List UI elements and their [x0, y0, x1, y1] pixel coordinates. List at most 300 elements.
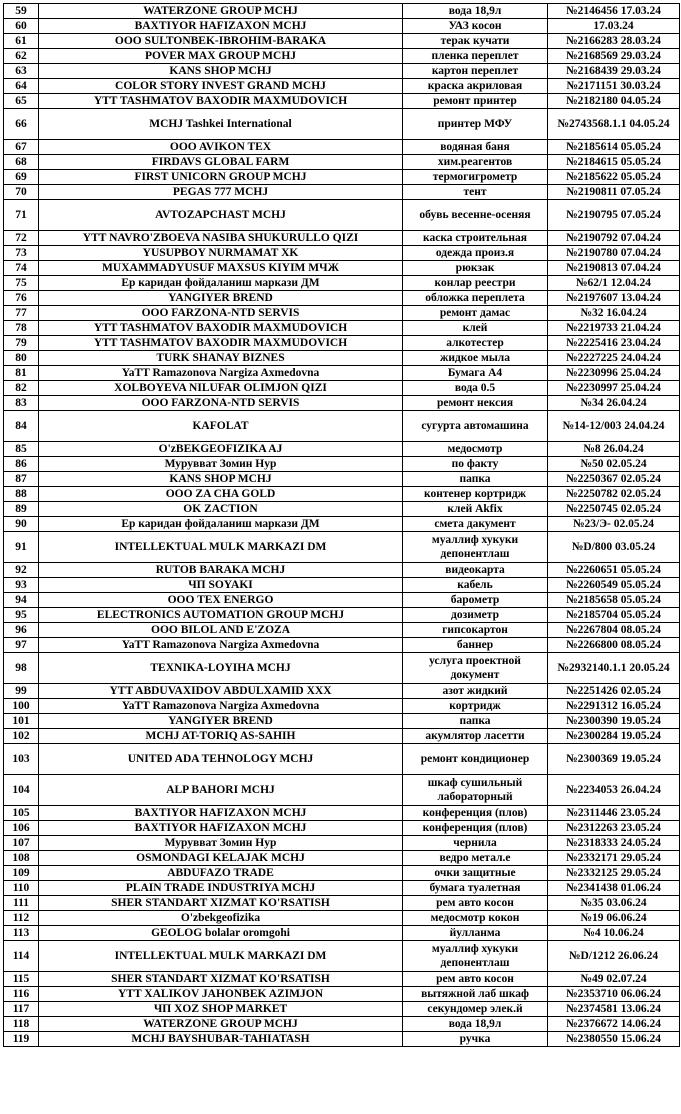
document-reference: №2168439 29.03.24 — [548, 64, 680, 79]
organization-name: YTT NAVRO'ZBOEVA NASIBA SHUKURULLO QIZI — [39, 231, 403, 246]
table-row — [4, 1017, 680, 1032]
organization-name: O'zBEKGEOFIZIKA AJ — [39, 442, 403, 457]
row-number: 66 — [4, 109, 39, 140]
document-reference: №2190795 07.05.24 — [548, 200, 680, 231]
item-description: конференция (плов) — [403, 821, 548, 836]
document-reference: №2250782 02.05.24 — [548, 487, 680, 502]
table-row — [4, 140, 680, 155]
table-row — [4, 623, 680, 638]
table-row — [4, 836, 680, 851]
document-reference: №2380550 15.06.24 — [548, 1032, 680, 1047]
item-description: ремонт нексия — [403, 396, 548, 411]
organization-name: MCHJ Tashkei International — [39, 109, 403, 140]
document-reference: №2234053 26.04.24 — [548, 775, 680, 806]
table-row — [4, 472, 680, 487]
organization-name: YaTT Ramazonova Nargiza Axmedovna — [39, 699, 403, 714]
item-description: жидкое мыла — [403, 351, 548, 366]
document-reference: №2300369 19.05.24 — [548, 744, 680, 775]
row-number: 69 — [4, 170, 39, 185]
item-description: по факту — [403, 457, 548, 472]
organization-name: BAXTIYOR HAFIZAXON MCHJ — [39, 821, 403, 836]
table-row — [4, 246, 680, 261]
organization-name: YTT TASHMATOV BAXODIR MAXMUDOVICH — [39, 336, 403, 351]
row-number: 68 — [4, 155, 39, 170]
document-reference: №2260549 05.05.24 — [548, 578, 680, 593]
document-reference: №2376672 14.06.24 — [548, 1017, 680, 1032]
item-description: конференция (плов) — [403, 806, 548, 821]
organization-name: RUTOB BARAKA MCHJ — [39, 563, 403, 578]
item-description: конлар реестри — [403, 276, 548, 291]
item-description: смета дакумент — [403, 517, 548, 532]
row-number: 117 — [4, 1002, 39, 1017]
row-number: 104 — [4, 775, 39, 806]
organization-name: YANGIYER BREND — [39, 291, 403, 306]
item-description: ремонт принтер — [403, 94, 548, 109]
row-number: 64 — [4, 79, 39, 94]
item-description: картон переплет — [403, 64, 548, 79]
table-row — [4, 502, 680, 517]
table-row — [4, 593, 680, 608]
item-description: контенер кортридж — [403, 487, 548, 502]
row-number: 73 — [4, 246, 39, 261]
item-description: медосмотр кокон — [403, 911, 548, 926]
row-number: 85 — [4, 442, 39, 457]
document-reference: №2227225 24.04.24 — [548, 351, 680, 366]
item-description: ручка — [403, 1032, 548, 1047]
table-row — [4, 972, 680, 987]
table-row — [4, 19, 680, 34]
row-number: 99 — [4, 684, 39, 699]
organization-name: Ер каридан фойдаланиш маркази ДМ — [39, 517, 403, 532]
table-row — [4, 276, 680, 291]
document-reference: №19 06.06.24 — [548, 911, 680, 926]
document-reference: №2250367 02.05.24 — [548, 472, 680, 487]
organization-name: OOO FARZONA-NTD SERVIS — [39, 306, 403, 321]
organization-name: KANS SHOP MCHJ — [39, 472, 403, 487]
row-number: 113 — [4, 926, 39, 941]
row-number: 87 — [4, 472, 39, 487]
row-number: 63 — [4, 64, 39, 79]
row-number: 92 — [4, 563, 39, 578]
document-reference: №32 16.04.24 — [548, 306, 680, 321]
table-row — [4, 608, 680, 623]
organization-name: YTT XALIKOV JAHONBEK AZIMJON — [39, 987, 403, 1002]
document-reference: №2182180 04.05.24 — [548, 94, 680, 109]
document-reference: №2318333 24.05.24 — [548, 836, 680, 851]
row-number: 109 — [4, 866, 39, 881]
document-reference: №50 02.05.24 — [548, 457, 680, 472]
table-row — [4, 987, 680, 1002]
table-row — [4, 321, 680, 336]
organization-name: FIRST UNICORN GROUP MCHJ — [39, 170, 403, 185]
document-reference: №2190792 07.04.24 — [548, 231, 680, 246]
row-number: 112 — [4, 911, 39, 926]
item-description: вода 18,9л — [403, 4, 548, 19]
item-description: азот жидкий — [403, 684, 548, 699]
document-reference: №2197607 13.04.24 — [548, 291, 680, 306]
item-description: принтер МФУ — [403, 109, 548, 140]
item-description: вода 18,9л — [403, 1017, 548, 1032]
table-row — [4, 911, 680, 926]
item-description: акумлятор ласетти — [403, 729, 548, 744]
row-number: 107 — [4, 836, 39, 851]
document-reference: №2190813 07.04.24 — [548, 261, 680, 276]
document-reference: №2374581 13.06.24 — [548, 1002, 680, 1017]
organization-name: YaTT Ramazonova Nargiza Axmedovna — [39, 638, 403, 653]
document-reference: 17.03.24 — [548, 19, 680, 34]
row-number: 60 — [4, 19, 39, 34]
row-number: 105 — [4, 806, 39, 821]
item-description: папка — [403, 472, 548, 487]
item-description: рем авто косон — [403, 972, 548, 987]
organization-name: OOO AVIKON TEX — [39, 140, 403, 155]
table-row — [4, 381, 680, 396]
table-row — [4, 775, 680, 806]
organization-name: O'zbekgeofizika — [39, 911, 403, 926]
organization-name: Ер каридан фойдаланиш маркази ДМ — [39, 276, 403, 291]
row-number: 97 — [4, 638, 39, 653]
row-number: 86 — [4, 457, 39, 472]
item-description: краска акриловая — [403, 79, 548, 94]
table-row — [4, 806, 680, 821]
row-number: 59 — [4, 4, 39, 19]
row-number: 82 — [4, 381, 39, 396]
table-row — [4, 170, 680, 185]
table-row — [4, 366, 680, 381]
document-reference: №2190780 07.04.24 — [548, 246, 680, 261]
item-description: ремонт дамас — [403, 306, 548, 321]
item-description: термогигрометр — [403, 170, 548, 185]
table-row — [4, 684, 680, 699]
table-row — [4, 442, 680, 457]
row-number: 81 — [4, 366, 39, 381]
organization-name: OOO ZA CHA GOLD — [39, 487, 403, 502]
item-description: хим.реагентов — [403, 155, 548, 170]
row-number: 62 — [4, 49, 39, 64]
organization-name: INTELLEKTUAL MULK MARKAZI DM — [39, 532, 403, 563]
table-row — [4, 638, 680, 653]
document-reference: №23/Э- 02.05.24 — [548, 517, 680, 532]
item-description: муаллиф хукуки депонентлаш — [403, 532, 548, 563]
organization-name: MUXAMMADYUSUF MAXSUS KIYIM МЧЖ — [39, 261, 403, 276]
item-description: ведро метал.е — [403, 851, 548, 866]
document-reference: №2300284 19.05.24 — [548, 729, 680, 744]
row-number: 61 — [4, 34, 39, 49]
organization-name: MCHJ BAYSHUBAR-TAHIATASH — [39, 1032, 403, 1047]
item-description: клей Akfix — [403, 502, 548, 517]
document-reference: №2185704 05.05.24 — [548, 608, 680, 623]
row-number: 103 — [4, 744, 39, 775]
item-description: Бумага А4 — [403, 366, 548, 381]
organization-name: WATERZONE GROUP MCHJ — [39, 1017, 403, 1032]
table-row — [4, 941, 680, 972]
item-description: очки защитные — [403, 866, 548, 881]
row-number: 90 — [4, 517, 39, 532]
row-number: 101 — [4, 714, 39, 729]
item-description: бумага туалетная — [403, 881, 548, 896]
document-reference: №2219733 21.04.24 — [548, 321, 680, 336]
row-number: 93 — [4, 578, 39, 593]
item-description: йулланма — [403, 926, 548, 941]
table-row — [4, 34, 680, 49]
table-row — [4, 1032, 680, 1047]
item-description: шкаф сушильный лабораторный — [403, 775, 548, 806]
item-description: терак кучати — [403, 34, 548, 49]
row-number: 88 — [4, 487, 39, 502]
row-number: 89 — [4, 502, 39, 517]
item-description: ремонт кондиционер — [403, 744, 548, 775]
table-row — [4, 563, 680, 578]
item-description: алкотестер — [403, 336, 548, 351]
table-row — [4, 411, 680, 442]
row-number: 91 — [4, 532, 39, 563]
organization-name: Муруввaт Зомин Нур — [39, 836, 403, 851]
row-number: 75 — [4, 276, 39, 291]
row-number: 67 — [4, 140, 39, 155]
table-row — [4, 336, 680, 351]
document-reference: №2353710 06.06.24 — [548, 987, 680, 1002]
table-row — [4, 517, 680, 532]
document-reference: №2266800 08.05.24 — [548, 638, 680, 653]
document-reference: №D/1212 26.06.24 — [548, 941, 680, 972]
document-reference: №2332125 29.05.24 — [548, 866, 680, 881]
organization-name: OOO BILOL AND E'ZOZA — [39, 623, 403, 638]
organization-name: YUSUPBOY NURMAMAT XK — [39, 246, 403, 261]
organization-name: OOO SULTONBEK-IBROHIM-BARAKA — [39, 34, 403, 49]
item-description: пленка переплет — [403, 49, 548, 64]
row-number: 71 — [4, 200, 39, 231]
organization-name: YANGIYER BREND — [39, 714, 403, 729]
item-description: обложка переплета — [403, 291, 548, 306]
item-description: видеокарта — [403, 563, 548, 578]
organization-name: YTT TASHMATOV BAXODIR MAXMUDOVICH — [39, 321, 403, 336]
table-row — [4, 881, 680, 896]
row-number: 74 — [4, 261, 39, 276]
table-row — [4, 79, 680, 94]
table-row — [4, 155, 680, 170]
document-reference: №49 02.07.24 — [548, 972, 680, 987]
table-row — [4, 49, 680, 64]
organization-name: ЧП XOZ SHOP MARKET — [39, 1002, 403, 1017]
organization-name: WATERZONE GROUP MCHJ — [39, 4, 403, 19]
organization-name: ЧП SOYAKI — [39, 578, 403, 593]
table-row — [4, 351, 680, 366]
row-number: 106 — [4, 821, 39, 836]
row-number: 77 — [4, 306, 39, 321]
document-reference: №2185658 05.05.24 — [548, 593, 680, 608]
document-reference: №2250745 02.05.24 — [548, 502, 680, 517]
organization-name: OSMONDAGI KELAJAK MCHJ — [39, 851, 403, 866]
row-number: 110 — [4, 881, 39, 896]
organization-name: YTT TASHMATOV BAXODIR MAXMUDOVICH — [39, 94, 403, 109]
table-row — [4, 714, 680, 729]
row-number: 102 — [4, 729, 39, 744]
item-description: гипсокартон — [403, 623, 548, 638]
document-reference: №2230997 25.04.24 — [548, 381, 680, 396]
row-number: 100 — [4, 699, 39, 714]
document-reference: №2168569 29.03.24 — [548, 49, 680, 64]
organization-name: POVER MAX GROUP MCHJ — [39, 49, 403, 64]
item-description: каска строительная — [403, 231, 548, 246]
table-row — [4, 1002, 680, 1017]
table-row — [4, 926, 680, 941]
item-description: одежда произ.я — [403, 246, 548, 261]
table-row — [4, 457, 680, 472]
item-description: баннер — [403, 638, 548, 653]
row-number: 72 — [4, 231, 39, 246]
document-reference: №D/800 03.05.24 — [548, 532, 680, 563]
item-description: барометр — [403, 593, 548, 608]
organization-name: OOO FARZONA-NTD SERVIS — [39, 396, 403, 411]
document-reference: №2230996 25.04.24 — [548, 366, 680, 381]
organization-name: Муруввaт Зомин Нур — [39, 457, 403, 472]
row-number: 84 — [4, 411, 39, 442]
organization-name: TURK SHANAY BIZNES — [39, 351, 403, 366]
organization-name: SHER STANDART XIZMAT KO'RSATISH — [39, 896, 403, 911]
row-number: 98 — [4, 653, 39, 684]
document-reference: №2332171 29.05.24 — [548, 851, 680, 866]
organization-name: BAXTIYOR HAFIZAXON MCHJ — [39, 19, 403, 34]
row-number: 116 — [4, 987, 39, 1002]
organization-name: SHER STANDART XIZMAT KO'RSATISH — [39, 972, 403, 987]
row-number: 78 — [4, 321, 39, 336]
organization-name: FIRDAVS GLOBAL FARM — [39, 155, 403, 170]
organization-name: AVTOZAPCHAST MCHJ — [39, 200, 403, 231]
item-description: сугурта автомашина — [403, 411, 548, 442]
document-reference: №34 26.04.24 — [548, 396, 680, 411]
document-reference: №4 10.06.24 — [548, 926, 680, 941]
organization-name: KANS SHOP MCHJ — [39, 64, 403, 79]
table-row — [4, 396, 680, 411]
row-number: 118 — [4, 1017, 39, 1032]
row-number: 96 — [4, 623, 39, 638]
item-description: папка — [403, 714, 548, 729]
table-row — [4, 231, 680, 246]
table-row — [4, 109, 680, 140]
organization-name: XOLBOYEVA NILUFAR OLIMJON QIZI — [39, 381, 403, 396]
table-row — [4, 487, 680, 502]
item-description: клей — [403, 321, 548, 336]
item-description: вытяжной лаб шкаф — [403, 987, 548, 1002]
document-reference: №2932140.1.1 20.05.24 — [548, 653, 680, 684]
row-number: 70 — [4, 185, 39, 200]
row-number: 95 — [4, 608, 39, 623]
row-number: 79 — [4, 336, 39, 351]
row-number: 108 — [4, 851, 39, 866]
item-description: дозиметр — [403, 608, 548, 623]
organization-name: YTT ABDUVAXIDOV ABDULXAMID XXX — [39, 684, 403, 699]
document-reference: №2146456 17.03.24 — [548, 4, 680, 19]
organization-name: MCHJ AT-TORIQ AS-SAHIH — [39, 729, 403, 744]
document-reference: №2267804 08.05.24 — [548, 623, 680, 638]
document-reference: №2312263 23.05.24 — [548, 821, 680, 836]
row-number: 65 — [4, 94, 39, 109]
document-reference: №2260651 05.05.24 — [548, 563, 680, 578]
table-row — [4, 851, 680, 866]
row-number: 119 — [4, 1032, 39, 1047]
table-row — [4, 699, 680, 714]
organization-name: GEOLOG bolalar oromgohi — [39, 926, 403, 941]
purchase-register-table — [3, 3, 680, 1047]
item-description: обувь весенне-осеняя — [403, 200, 548, 231]
table-row — [4, 64, 680, 79]
document-reference: №2166283 28.03.24 — [548, 34, 680, 49]
item-description: тент — [403, 185, 548, 200]
organization-name: ALP BAHORI MCHJ — [39, 775, 403, 806]
organization-name: YaTT Ramazonova Nargiza Axmedovna — [39, 366, 403, 381]
document-reference: №2185622 05.05.24 — [548, 170, 680, 185]
document-reference: №2300390 19.05.24 — [548, 714, 680, 729]
row-number: 114 — [4, 941, 39, 972]
organization-name: TEXNIKA-LOYIHA MCHJ — [39, 653, 403, 684]
table-row — [4, 94, 680, 109]
document-reference: №2251426 02.05.24 — [548, 684, 680, 699]
item-description: кортридж — [403, 699, 548, 714]
organization-name: PLAIN TRADE INDUSTRIYA MCHJ — [39, 881, 403, 896]
document-reference: №8 26.04.24 — [548, 442, 680, 457]
document-reference: №2184615 05.05.24 — [548, 155, 680, 170]
document-reference: №2171151 30.03.24 — [548, 79, 680, 94]
table-row — [4, 578, 680, 593]
row-number: 80 — [4, 351, 39, 366]
table-row — [4, 291, 680, 306]
document-reference: №2743568.1.1 04.05.24 — [548, 109, 680, 140]
organization-name: INTELLEKTUAL MULK MARKAZI DM — [39, 941, 403, 972]
table-row — [4, 866, 680, 881]
document-reference: №2225416 23.04.24 — [548, 336, 680, 351]
item-description: медосмотр — [403, 442, 548, 457]
document-reference: №2341438 01.06.24 — [548, 881, 680, 896]
document-reference: №62/1 12.04.24 — [548, 276, 680, 291]
table-body — [4, 4, 680, 1047]
item-description: услуга проектной документ — [403, 653, 548, 684]
table-row — [4, 896, 680, 911]
row-number: 83 — [4, 396, 39, 411]
table-row — [4, 4, 680, 19]
organization-name: BAXTIYOR HAFIZAXON MCHJ — [39, 806, 403, 821]
item-description: рем авто косон — [403, 896, 548, 911]
document-reference: №2291312 16.05.24 — [548, 699, 680, 714]
table-row — [4, 744, 680, 775]
organization-name: KAFOLAT — [39, 411, 403, 442]
item-description: водяная баня — [403, 140, 548, 155]
document-reference: №2190811 07.05.24 — [548, 185, 680, 200]
item-description: секундомер элек.й — [403, 1002, 548, 1017]
row-number: 115 — [4, 972, 39, 987]
table-row — [4, 306, 680, 321]
item-description: рюкзак — [403, 261, 548, 276]
row-number: 94 — [4, 593, 39, 608]
document-reference: №35 03.06.24 — [548, 896, 680, 911]
table-row — [4, 653, 680, 684]
table-row — [4, 532, 680, 563]
organization-name: PEGAS 777 MCHJ — [39, 185, 403, 200]
organization-name: UNITED ADA TEHNOLOGY MCHJ — [39, 744, 403, 775]
item-description: муаллиф хукуки депонентлаш — [403, 941, 548, 972]
item-description: вода 0.5 — [403, 381, 548, 396]
table-row — [4, 261, 680, 276]
document-reference: №14-12/003 24.04.24 — [548, 411, 680, 442]
organization-name: COLOR STORY INVEST GRAND MCHJ — [39, 79, 403, 94]
document-reference: №2185614 05.05.24 — [548, 140, 680, 155]
item-description: чернила — [403, 836, 548, 851]
organization-name: OOO TEX ENERGO — [39, 593, 403, 608]
document-reference: №2311446 23.05.24 — [548, 806, 680, 821]
organization-name: ABDUFAZO TRADE — [39, 866, 403, 881]
row-number: 111 — [4, 896, 39, 911]
item-description: кабель — [403, 578, 548, 593]
organization-name: OK ZACTION — [39, 502, 403, 517]
